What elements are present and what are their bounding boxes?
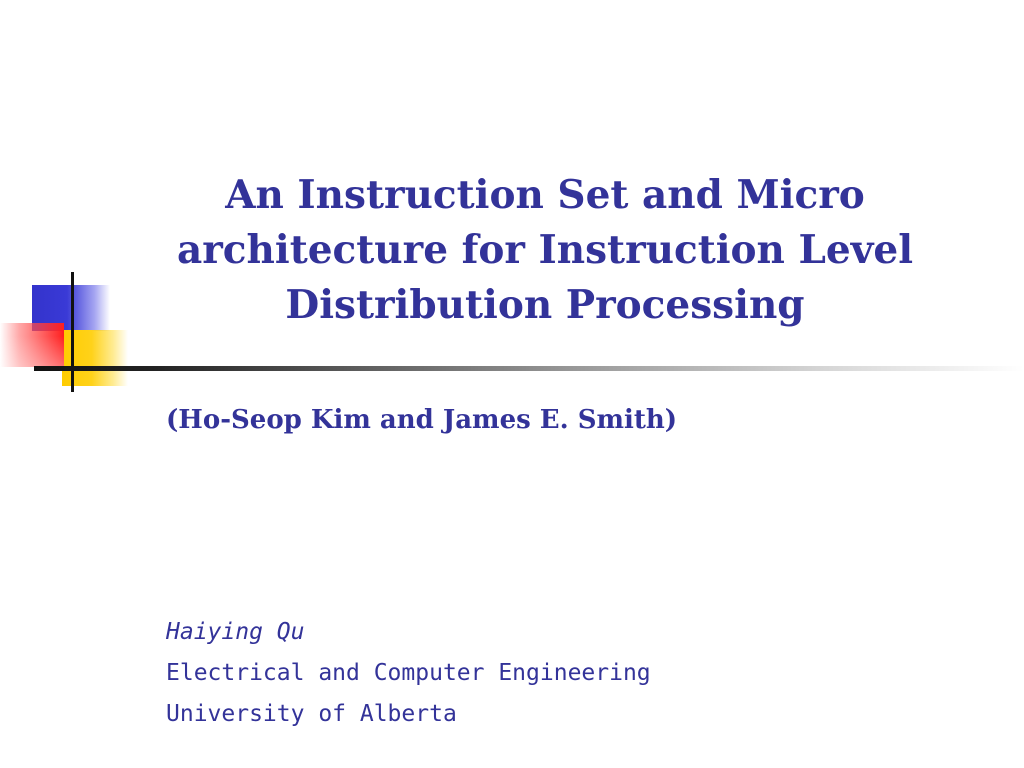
- paper-authors: (Ho-Seop Kim and James E. Smith): [166, 405, 678, 435]
- red-square-decoration: [0, 323, 64, 367]
- title-line: An Instruction Set and Micro: [225, 172, 865, 218]
- vertical-rule: [71, 272, 74, 392]
- title-line: Distribution Processing: [285, 282, 805, 328]
- slide-title: [130, 168, 960, 333]
- presenter-department: Electrical and Computer Engineering: [166, 660, 651, 686]
- horizontal-rule: [34, 366, 1024, 371]
- presenter-info: [166, 612, 651, 735]
- presenter-name: Haiying Qu: [166, 619, 305, 645]
- presenter-university: University of Alberta: [166, 701, 457, 727]
- title-line: architecture for Instruction Level: [176, 227, 914, 273]
